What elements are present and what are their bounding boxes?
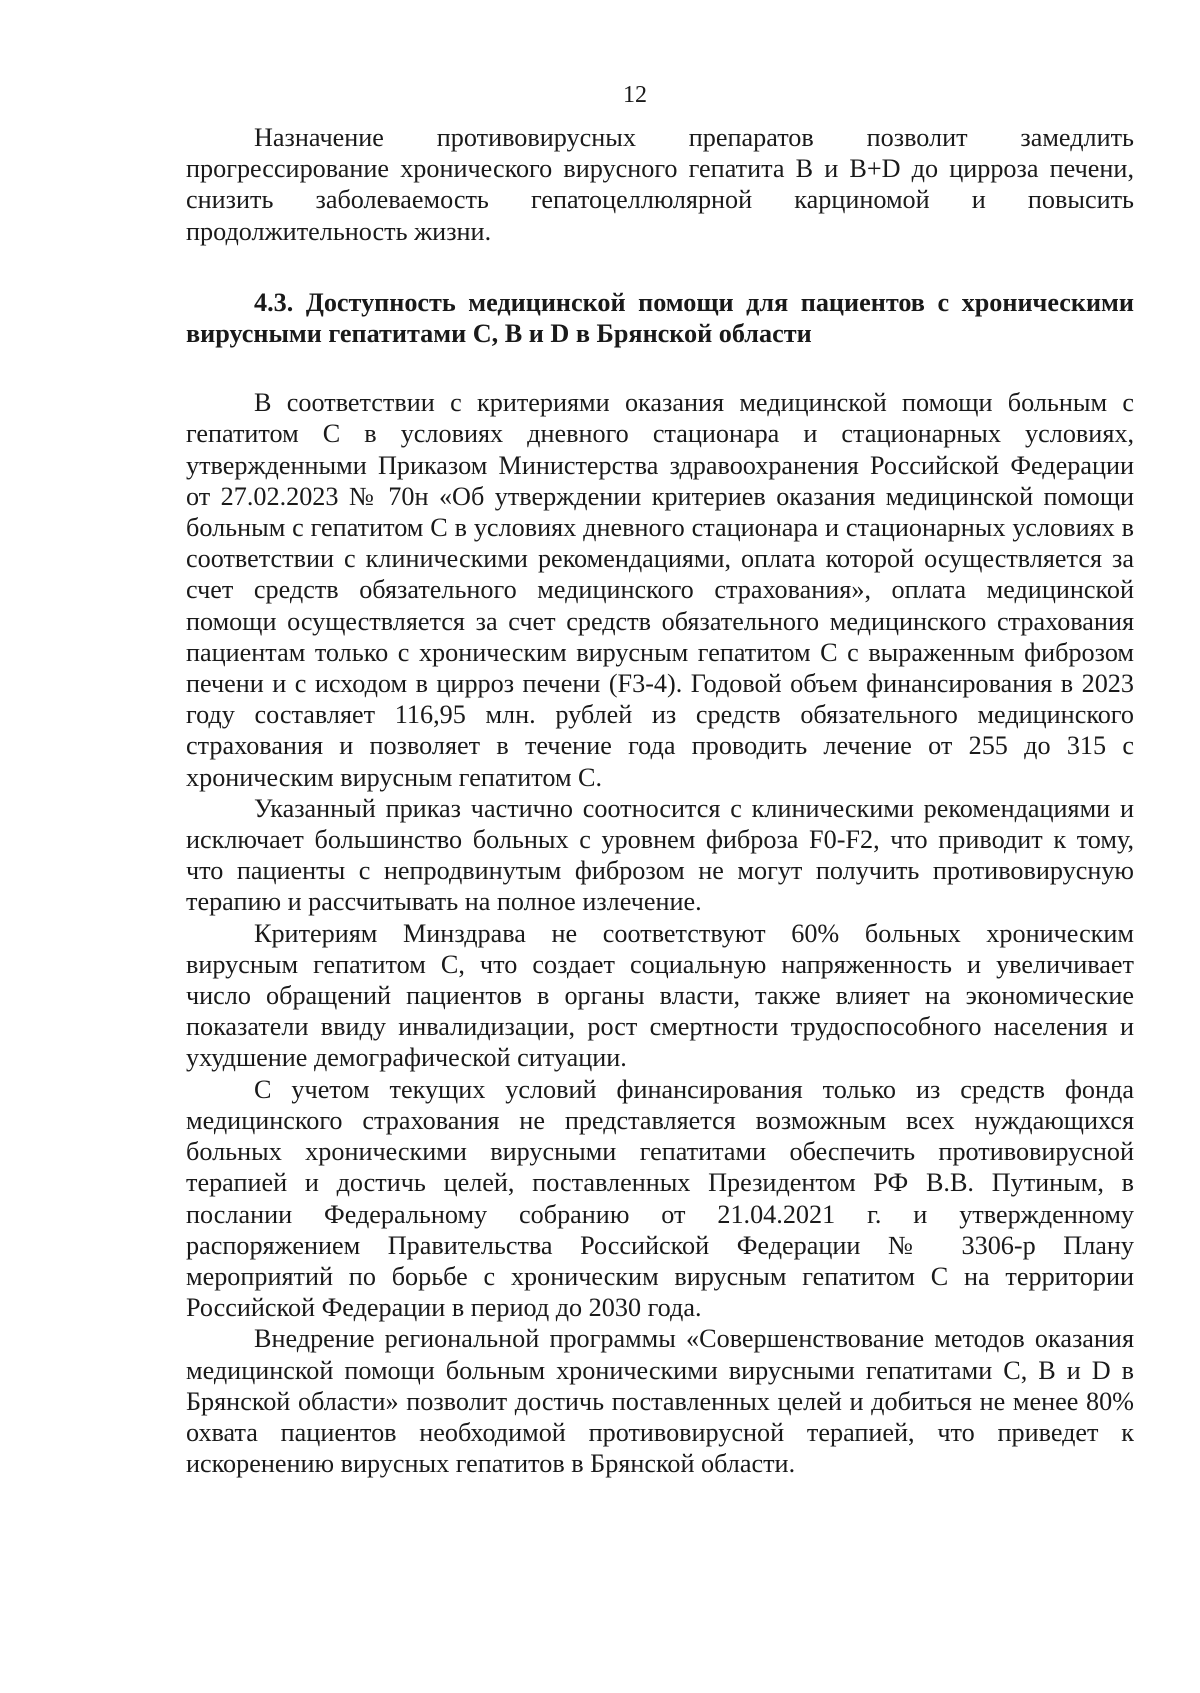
paragraph-regional-program: Внедрение региональной программы «Совершенствование методов оказания медицинской помощи больным хроническими вирусными гепатитами С, В и D в Брянской области» позволит достичь поставленных целей и добиться не менее 80% охвата пациентов необходимой противовирусной терапией, что приведет к искоренению вирусных гепатитов в Брянской области.	[186, 1324, 1134, 1479]
paragraph-criteria: В соответствии с критериями оказания медицинской помощи больным с гепатитом С в условиях дневного стационара и стационарных условиях, утвержденными Приказом Министерства здравоохранения Российской Федерации от 27.02.2023 № 70н «Об утверждении критериев оказания медицинской помощи больным с гепатитом С в условиях дневного стационара и стационарных условиях в соответствии с клиническими рекомендациями, оплата которой осуществляется за счет средств обязательного медицинского страхования», оплата медицинской помощи осуществляется за счет средств обязательного медицинского страхования пациентам только с хроническим вирусным гепатитом С с выраженным фиброзом печени и с исходом в цирроз печени (F3-4). Годовой объем финансирования в 2023 году составляет 116,95 млн. рублей из средств обязательного медицинского страхования и позволяет в течение года проводить лечение от 255 до 315 с хроническим вирусным гепатитом С.	[186, 388, 1134, 792]
section-heading: 4.3. Доступность медицинской помощи для пациентов с хроническими вирусными гепатитами С, В и D в Брянской области	[186, 287, 1134, 349]
page-number: 12	[623, 82, 647, 108]
paragraph-funding-conditions: С учетом текущих условий финансирования только из средств фонда медицинского страхования не представляется возможным всех нуждающихся больных хроническими вирусными гепатитами обеспечить противовирусной терапией и достичь целей, поставленных Президентом РФ В.В. Путиным, в послании Федеральному собранию от 21.04.2021 г. и утвержденному распоряжением Правительства Российской Федерации № 3306-р Плану мероприятий по борьбе с хроническим вирусным гепатитом С на территории Российской Федерации в период до 2030 года.	[186, 1074, 1134, 1323]
paragraph-minzdrav-criteria: Критериям Минздрава не соответствуют 60% больных хроническим вирусным гепатитом С, что создает социальную напряженность и увеличивает число обращений пациентов в органы власти, также влияет на экономические показатели ввиду инвалидизации, рост смертности трудоспособного населения и ухудшение демографической ситуации.	[186, 918, 1134, 1073]
paragraph-order-limits: Указанный приказ частично соотносится с клиническими рекомендациями и исключает большинство больных с уровнем фиброза F0-F2, что приводит к тому, что пациенты с непродвинутым фиброзом не могут получить противовирусную терапию и рассчитывать на полное излечение.	[186, 793, 1134, 917]
paragraph-antiviral-benefits: Назначение противовирусных препаратов позволит замедлить прогрессирование хронического вирусного гепатита В и В+D до цирроза печени, снизить заболеваемость гепатоцеллюлярной карциномой и повысить продолжительность жизни.	[186, 123, 1134, 246]
document-body	[186, 122, 1134, 1479]
